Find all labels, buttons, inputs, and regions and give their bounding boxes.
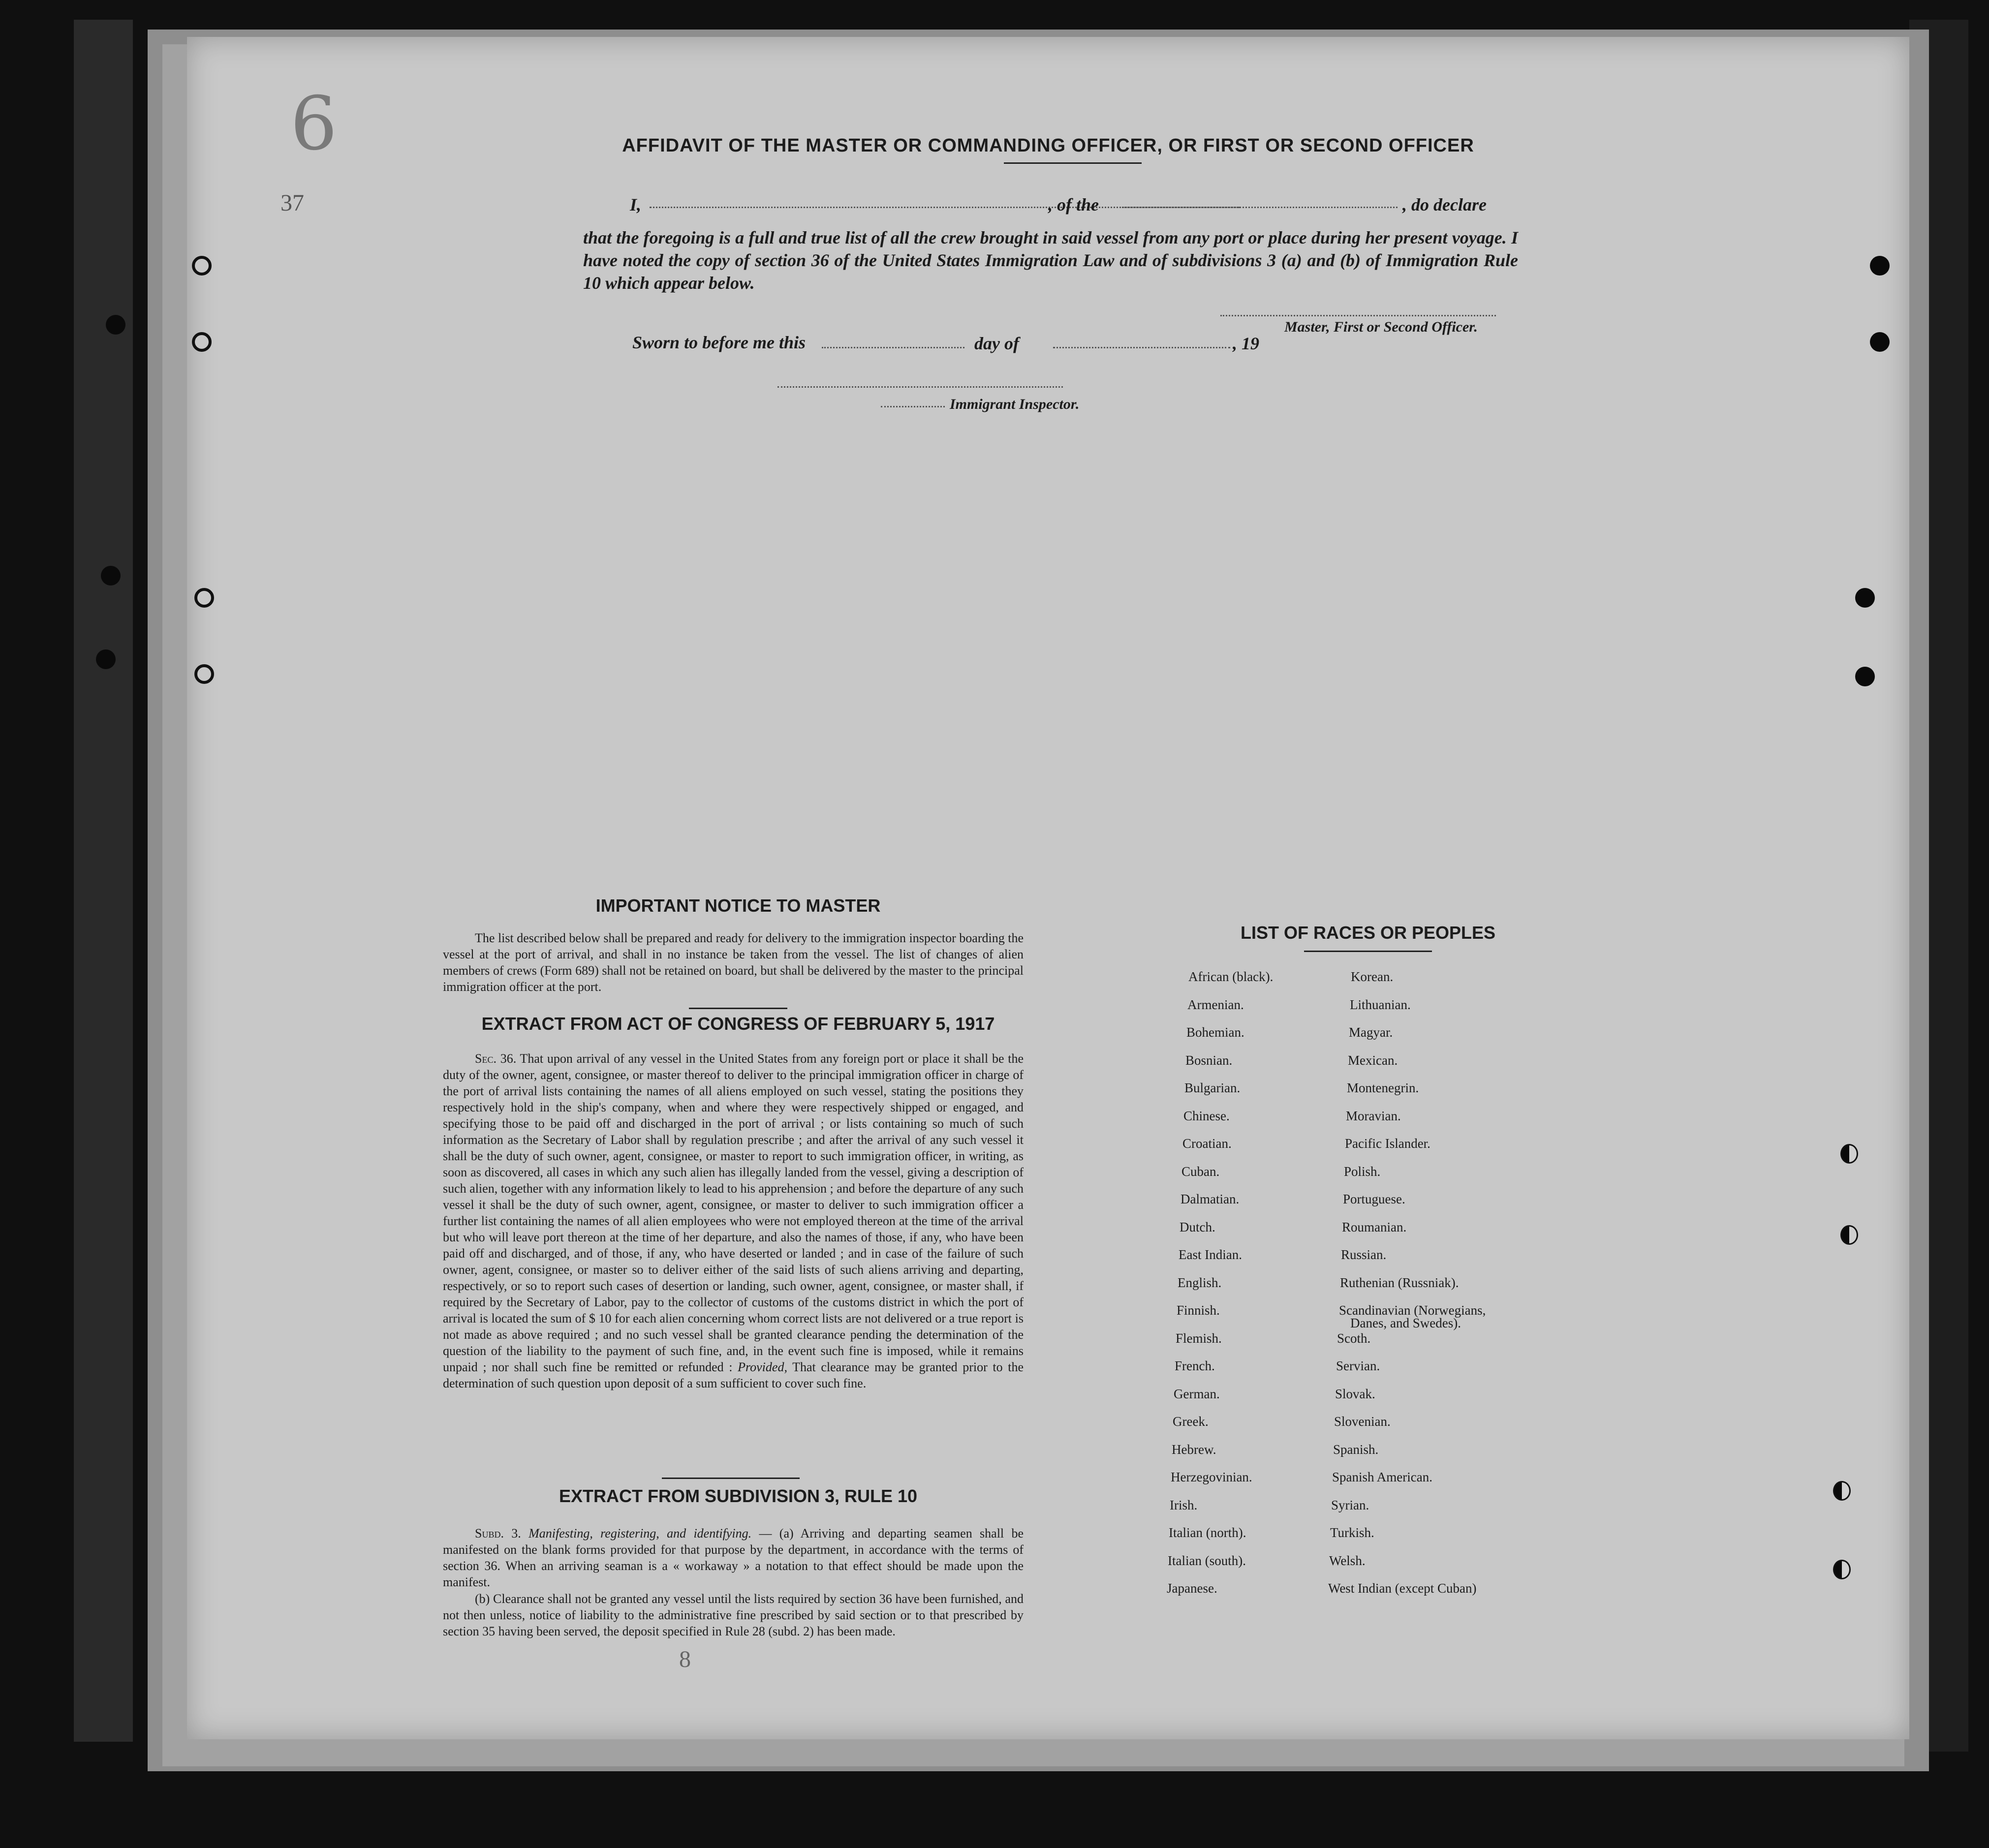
- race-item: Danes, and Swedes).: [1350, 1316, 1461, 1330]
- race-item: Syrian.: [1331, 1497, 1369, 1512]
- race-item: Finnish.: [1177, 1303, 1220, 1318]
- rule-para-b: (b) Clearance shall not be granted any vessel until the lists required by section 36 have been furnished, and not then unless, notice of liability to the administrative fine prescribed by said section or to that prescribed by section 35 having been served, the deposit specified in Rule 28 (subd. 2) has been made.: [443, 1592, 1024, 1638]
- section-text-end: That clearance may be granted prior to the determination of such question upon deposit of a sum sufficient to cover such fine.: [443, 1360, 1024, 1390]
- punch-hole: [1833, 1481, 1851, 1501]
- race-item: West Indian (except Cuban): [1328, 1581, 1477, 1596]
- notice-title: IMPORTANT NOTICE TO MASTER: [595, 895, 881, 916]
- race-item: Armenian.: [1187, 997, 1244, 1012]
- races-title: LIST OF RACES OR PEOPLES: [1240, 923, 1496, 943]
- binder-strip: [74, 20, 133, 1742]
- race-item: Dutch.: [1180, 1219, 1215, 1234]
- punch-hole: [192, 256, 212, 276]
- race-item: Japanese.: [1167, 1581, 1217, 1596]
- race-item: Herzegovinian.: [1171, 1470, 1252, 1484]
- race-item: Scandinavian (Norwegians,: [1339, 1303, 1486, 1318]
- extract-act-text: [443, 1050, 1024, 1391]
- master-label: Master, First or Second Officer.: [1284, 319, 1478, 335]
- day-of: day of: [974, 334, 1019, 353]
- punch-hole: [194, 588, 214, 608]
- race-item: Korean.: [1351, 969, 1394, 984]
- race-item: African (black).: [1188, 969, 1274, 984]
- punch-hole: [1870, 332, 1890, 352]
- race-item: Croatian.: [1182, 1136, 1232, 1151]
- race-item: Magyar.: [1349, 1025, 1393, 1040]
- document-page: [187, 37, 1909, 1739]
- rule-para-a: [443, 1525, 1024, 1590]
- race-item: Welsh.: [1329, 1553, 1366, 1568]
- inspector-dots: [881, 406, 945, 407]
- race-item: Polish.: [1344, 1164, 1381, 1179]
- race-item: Portuguese.: [1343, 1192, 1405, 1206]
- race-item: English.: [1178, 1275, 1222, 1290]
- race-item: Pacific Islander.: [1345, 1136, 1430, 1151]
- section-text: That upon arrival of any vessel in the United States from any foreign port or place it shall be the duty of the owner, agent, consignee, or master thereof to deliver to the principal immigration officer in charge of the port of arrival lists containing the names of all aliens employed on such vessel, stating the positions they respectively hold in the ship's company, when and where they were respectively shipped or engaged, and specifying those to be paid off and discharged in the port of arrival ; or lists containing so much of such information as the Secretary of Labor shall by regulation prescribe ; and after the arrival of any such vessel it shall be the duty of such owner, agent, consignee, or master to report to such immigration officer, in writing, as soon as discovered, all cases in which any such alien has illegally landed from the vessel, giving a description of such alien, together with any information likely to lead to his apprehension ; and before the departure of any such vessel it shall be the duty of such owner, agent, consignee, or master to deliver to such immigration officer a further list containing the names of all alien employees who were not employed thereon at the time of the arrival but who will leave port thereon at the time of her departure, and also the names of those, if any, who have been paid off and discharged, and of those, if any, who have deserted or landed ; and in case of the failure of such owner, agent, consignee, or master so to deliver either of the said lists of such aliens arriving and departing, respectively, or so to report such cases of desertion or landing, such owner, agent, consignee, or master shall, if required by the Secretary of Labor, pay to the collector of customs of the customs district in which the port of arrival is located the sum of $ 10 for each alien concerning whom correct lists are not delivered or a true report is not made as above required ; and no such vessel shall be granted clearance pending the determination of the question of the liability to the payment of such fine, and, in the event such fine is imposed, while it remains unpaid ; nor shall such fine be remitted or refunded :: [443, 1051, 1024, 1374]
- inspector-label: Immigrant Inspector.: [950, 396, 1080, 412]
- year-prefix: , 19: [1233, 334, 1259, 353]
- handwritten-number: 37: [280, 190, 304, 216]
- title-rule: [1004, 162, 1142, 164]
- master-signature-blank: [1220, 315, 1496, 316]
- punch-hole: [192, 332, 212, 352]
- race-item: Ruthenian (Russniak).: [1340, 1275, 1459, 1290]
- race-item: Dalmatian.: [1181, 1192, 1240, 1206]
- race-item: East Indian.: [1179, 1247, 1242, 1262]
- binder-hole: [96, 649, 116, 669]
- race-item: Hebrew.: [1172, 1442, 1216, 1457]
- punch-hole: [1855, 667, 1875, 686]
- extract-rule-title: EXTRACT FROM SUBDIVISION 3, RULE 10: [559, 1486, 918, 1506]
- punch-hole: [1833, 1560, 1851, 1579]
- binder-hole: [101, 566, 121, 585]
- subd-heading: Manifesting, registering, and identifying.: [528, 1526, 752, 1540]
- race-item: French.: [1175, 1358, 1215, 1373]
- race-item: Servian.: [1336, 1358, 1380, 1373]
- race-item: Slovenian.: [1334, 1414, 1391, 1429]
- race-item: Roumanian.: [1342, 1219, 1407, 1234]
- race-item: Bosnian.: [1185, 1052, 1233, 1068]
- race-item: Scoth.: [1337, 1330, 1371, 1346]
- race-item: Mexican.: [1348, 1052, 1398, 1068]
- affidavit-title: AFFIDAVIT OF THE MASTER OR COMMANDING OFFICER, OR FIRST OR SECOND OFFICER: [622, 135, 1474, 156]
- sworn-text: Sworn to before me this: [632, 333, 806, 352]
- race-item: Russian.: [1341, 1247, 1387, 1262]
- notice-text: The list described below shall be prepared and ready for delivery to the immigration inspector boarding the vessel at the port of arrival, and shall in no instance be taken from the vessel. The list of changes of alien members of crews (Form 689) shall not be retained on board, but shall be delivered by the master to the principal immigration officer at the port.: [443, 931, 1024, 994]
- day-blank: [822, 347, 964, 348]
- race-item: Cuban.: [1181, 1164, 1220, 1179]
- race-item: Lithuanian.: [1350, 997, 1411, 1012]
- race-item: Italian (south).: [1168, 1553, 1246, 1568]
- binder-hole: [106, 315, 125, 335]
- month-blank: [1053, 347, 1230, 348]
- race-item: Moravian.: [1346, 1108, 1401, 1123]
- punch-hole: [1840, 1144, 1858, 1164]
- section-label: Sec. 36.: [475, 1051, 517, 1066]
- race-item: Spanish.: [1333, 1442, 1379, 1457]
- punch-hole: [1855, 588, 1875, 608]
- punch-hole: [194, 664, 214, 684]
- bottom-mark: 8: [679, 1646, 691, 1672]
- rule-para-a-text: — (a) Arriving and departing seamen shall be manifested on the blank forms provided for that purpose by the department, in accordance with the terms of section 36. When an arriving seaman is a « workaway » a notation to that effect should be made upon the manifest.: [443, 1526, 1024, 1589]
- race-item: Spanish American.: [1332, 1470, 1432, 1484]
- inspector-signature-blank: [777, 386, 1063, 388]
- punch-hole: [1870, 256, 1890, 276]
- vessel-blank: [1122, 207, 1398, 208]
- affidavit-declare: , do declare: [1402, 195, 1487, 215]
- races-rule: [1304, 951, 1432, 952]
- race-item: Montenegrin.: [1347, 1080, 1419, 1095]
- notice-rule: [689, 1008, 787, 1009]
- race-item: Chinese.: [1183, 1108, 1230, 1123]
- race-item: Bulgarian.: [1184, 1080, 1241, 1095]
- race-item: German.: [1174, 1386, 1220, 1401]
- extract-act-title: EXTRACT FROM ACT OF CONGRESS OF FEBRUARY 5, 1917: [481, 1014, 995, 1034]
- provided-word: Provided,: [738, 1360, 787, 1374]
- race-item: Flemish.: [1176, 1330, 1222, 1346]
- subd-label: Subd. 3.: [475, 1526, 521, 1540]
- affidavit-i: I,: [630, 195, 642, 215]
- race-item: Irish.: [1170, 1497, 1198, 1512]
- affidavit-of-the: , of the: [1048, 195, 1099, 215]
- race-item: Turkish.: [1330, 1525, 1374, 1540]
- extract-rule-divider: [662, 1478, 800, 1479]
- punch-hole: [1840, 1225, 1858, 1245]
- race-item: Bohemian.: [1186, 1025, 1244, 1040]
- race-item: Greek.: [1173, 1414, 1209, 1429]
- race-item: Slovak.: [1335, 1386, 1375, 1401]
- race-item: Italian (north).: [1169, 1525, 1246, 1540]
- page-number-mark: 6: [290, 81, 338, 167]
- affidavit-body: that the foregoing is a full and true list of all the crew brought in said vessel from any port or place during her present voyage. I have noted the copy of section 36 of the United States Immigration Law and of subdivisions 3 (a) and (b) of Immigration Rule 10 which appear below.: [583, 228, 1518, 293]
